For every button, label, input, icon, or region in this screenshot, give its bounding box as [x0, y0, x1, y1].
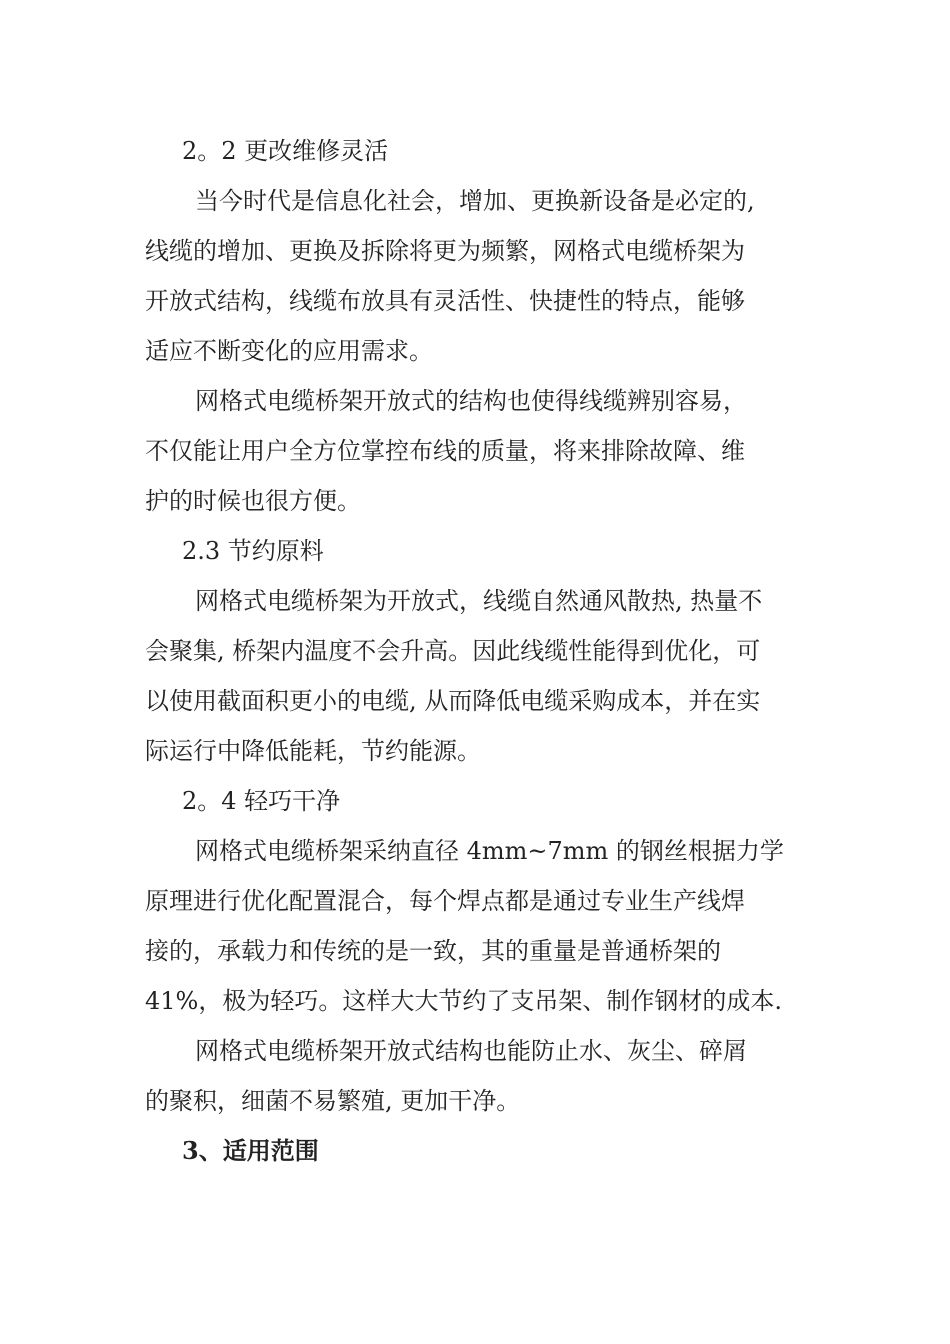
text-line: 41%，极为轻巧。这样大大节约了支吊架、制作钢材的成本.: [145, 987, 782, 1015]
paragraph: [145, 376, 815, 526]
paragraph: [145, 176, 815, 376]
text-line: 网格式电缆桥架开放式结构也能防止水、灰尘、碎屑: [195, 1037, 747, 1065]
text-line: 的聚积，细菌不易繁殖, 更加干净。: [145, 1087, 521, 1115]
document-body: [145, 126, 815, 1176]
text-line: 接的，承载力和传统的是一致，其的重量是普通桥架的: [145, 937, 721, 965]
section-heading-2-3: 2.3 节约原料: [182, 537, 324, 565]
text-line: 网格式电缆桥架开放式的结构也使得线缆辨别容易，: [195, 387, 747, 415]
paragraph: [145, 826, 815, 1026]
text-line: 会聚集, 桥架内温度不会升高。因此线缆性能得到优化，可: [145, 637, 761, 665]
text-line: 原理进行优化配置混合，每个焊点都是通过专业生产线焊: [145, 887, 745, 915]
text-line: 以使用截面积更小的电缆, 从而降低电缆采购成本，并在实: [145, 687, 761, 715]
paragraph: [145, 576, 815, 776]
text-line: 网格式电缆桥架为开放式，线缆自然通风散热, 热量不: [195, 587, 763, 615]
text-line: 线缆的增加、更换及拆除将更为频繁，网格式电缆桥架为: [145, 237, 745, 265]
section-heading-2-4: 2。4 轻巧干净: [182, 787, 341, 815]
text-line: 开放式结构，线缆布放具有灵活性、快捷性的特点，能够: [145, 287, 745, 315]
text-line: 护的时候也很方便。: [145, 487, 361, 515]
text-line: 不仅能让用户全方位掌控布线的质量，将来排除故障、维: [145, 437, 745, 465]
text-line: 际运行中降低能耗，节约能源。: [145, 737, 481, 765]
text-line: 网格式电缆桥架采纳直径 4mm~7mm 的钢丝根据力学: [195, 837, 784, 865]
paragraph: [145, 1026, 815, 1126]
text-line: 当今时代是信息化社会，增加、更换新设备是必定的,: [195, 187, 755, 215]
text-line: 适应不断变化的应用需求。: [145, 337, 433, 365]
section-heading-3: 3、适用范围: [182, 1136, 319, 1165]
section-heading-2-2: 2。2 更改维修灵活: [182, 137, 389, 165]
